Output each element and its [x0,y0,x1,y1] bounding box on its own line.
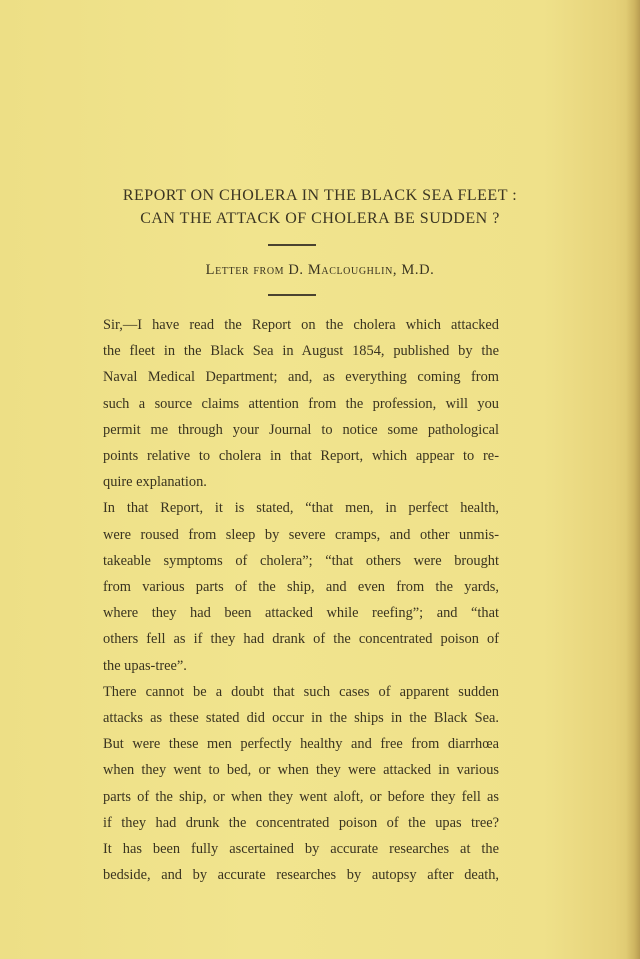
byline-divider-rule [268,294,316,296]
body-line: others fell as if they had drank of the concentrated poison of [103,631,499,648]
title-divider-rule [268,244,316,246]
body-line: bedside, and by accurate researches by autopsy after death, [103,867,499,884]
body-line: permit me through your Journal to notice some pathological [103,421,499,438]
body-line: the fleet in the Black Sea in August 1854, published by the [103,343,499,360]
body-line: when they went to bed, or when they were attacked in various [103,762,499,779]
article-title-line-2: CAN THE ATTACK OF CHOLERA BE SUDDEN ? [140,210,500,227]
body-line: quire explanation. [103,474,207,491]
body-line: from various parts of the ship, and even from the yards, [103,579,499,596]
body-line: It has been fully ascertained by accurate researches at the [103,841,499,858]
body-line: In that Report, it is stated, “that men, in perfect health, [103,500,499,517]
body-line: Sir,—I have read the Report on the cholera which attacked [103,317,499,333]
body-line: attacks as these stated did occur in the ships in the Black Sea. [103,710,499,727]
body-line: were roused from sleep by severe cramps, and other unmis- [103,526,499,543]
body-line: points relative to cholera in that Report, which appear to re- [103,448,499,465]
letter-body [103,312,499,888]
page-edge-shadow [626,0,640,959]
body-line: if they had drunk the concentrated poison of the upas tree? [103,814,499,831]
body-line: such a source claims attention from the profession, will you [103,395,499,412]
letter-byline: Letter from D. Macloughlin, M.D. [205,262,435,278]
body-line: parts of the ship, or when they went aloft, or before they fell as [103,788,499,805]
body-line: the upas-tree”. [103,657,187,674]
body-line: Naval Medical Department; and, as everything coming from [103,369,499,386]
body-line: There cannot be a doubt that such cases of apparent sudden [103,683,499,700]
body-line: where they had been attacked while reefing”; and “that [103,605,499,622]
article-title-line-1: REPORT ON CHOLERA IN THE BLACK SEA FLEET : [122,187,518,204]
body-line: But were these men perfectly healthy and free from diarrhœa [103,736,499,753]
body-line: takeable symptoms of cholera”; “that others were brought [103,552,499,569]
